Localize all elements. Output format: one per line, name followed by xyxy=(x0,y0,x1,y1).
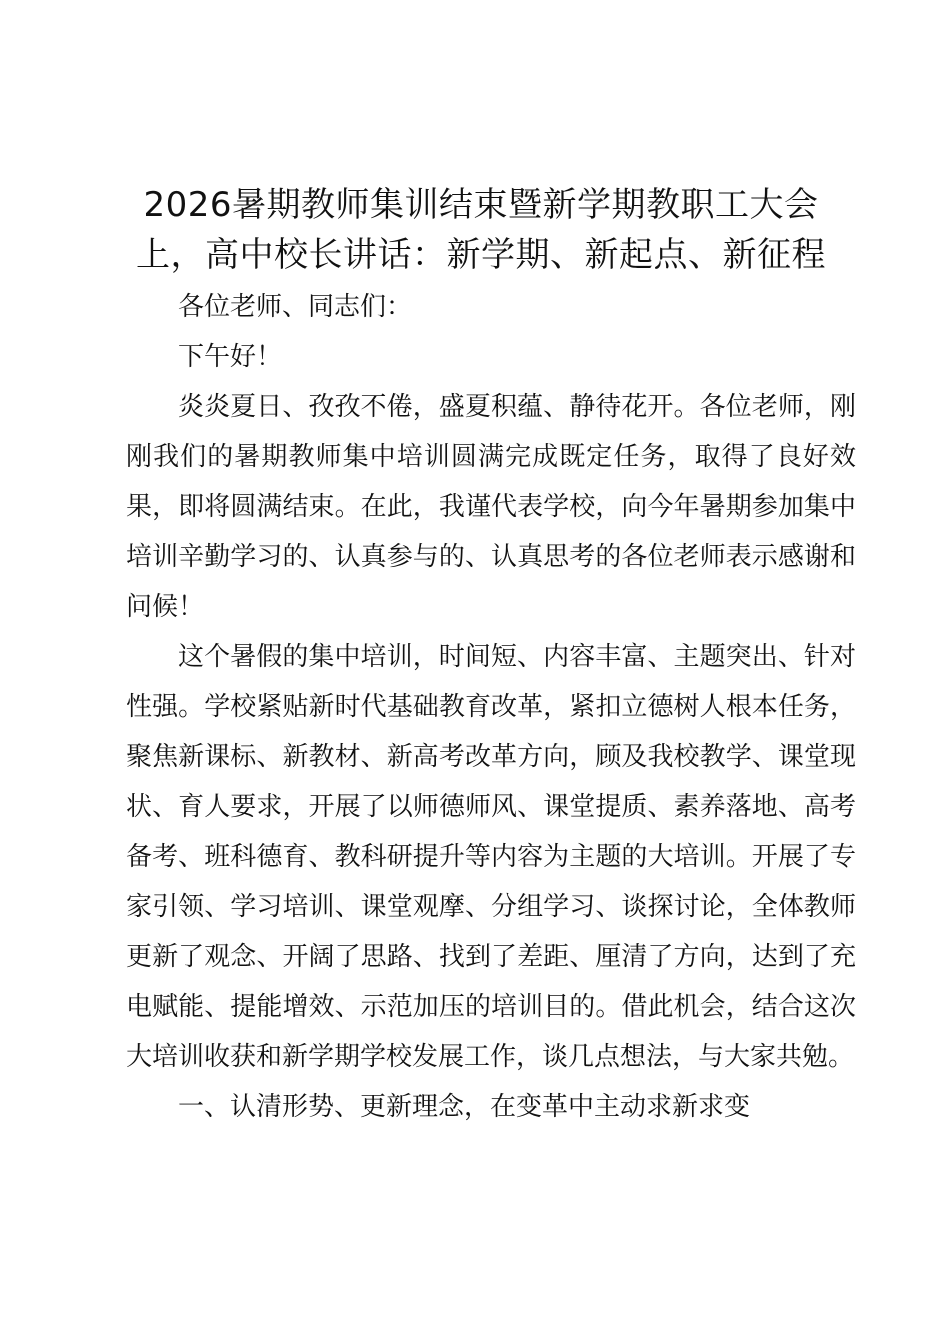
body-paragraph: 炎炎夏日、孜孜不倦，盛夏积蕴、静待花开。各位老师，刚刚我们的暑期教师集中培训圆满完成既定任务，取得了良好效果，即将圆满结束。在此，我谨代表学校，向今年暑期参加集中培训辛勤学习的、认真参与的、认真思考的各位老师表示感谢和问候！ xyxy=(126,392,856,622)
greeting: 各位老师、同志们： xyxy=(178,292,413,322)
document-title: 2026暑期教师集训结束暨新学期教职工大会上，高中校长讲话：新学期、新起点、新征程 xyxy=(136,185,826,275)
section-heading: 一、认清形势、更新理念，在变革中主动求新求变 xyxy=(178,1092,751,1122)
document-body xyxy=(126,282,856,1132)
body-paragraph: 这个暑假的集中培训，时间短、内容丰富、主题突出、针对性强。学校紧贴新时代基础教育改革，紧扣立德树人根本任务，聚焦新课标、新教材、新高考改革方向，顾及我校教学、课堂现状、育人要求，开展了以师德师风、课堂提质、素养落地、高考备考、班科德育、教科研提升等内容为主题的大培训。开展了专家引领、学习培训、课堂观摩、分组学习、谈探讨论，全体教师更新了观念、开阔了思路、找到了差距、厘清了方向，达到了充电赋能、提能增效、示范加压的培训目的。借此机会，结合这次大培训收获和新学期学校发展工作，谈几点想法，与大家共勉。 xyxy=(126,642,856,1072)
salutation: 下午好！ xyxy=(178,342,283,372)
